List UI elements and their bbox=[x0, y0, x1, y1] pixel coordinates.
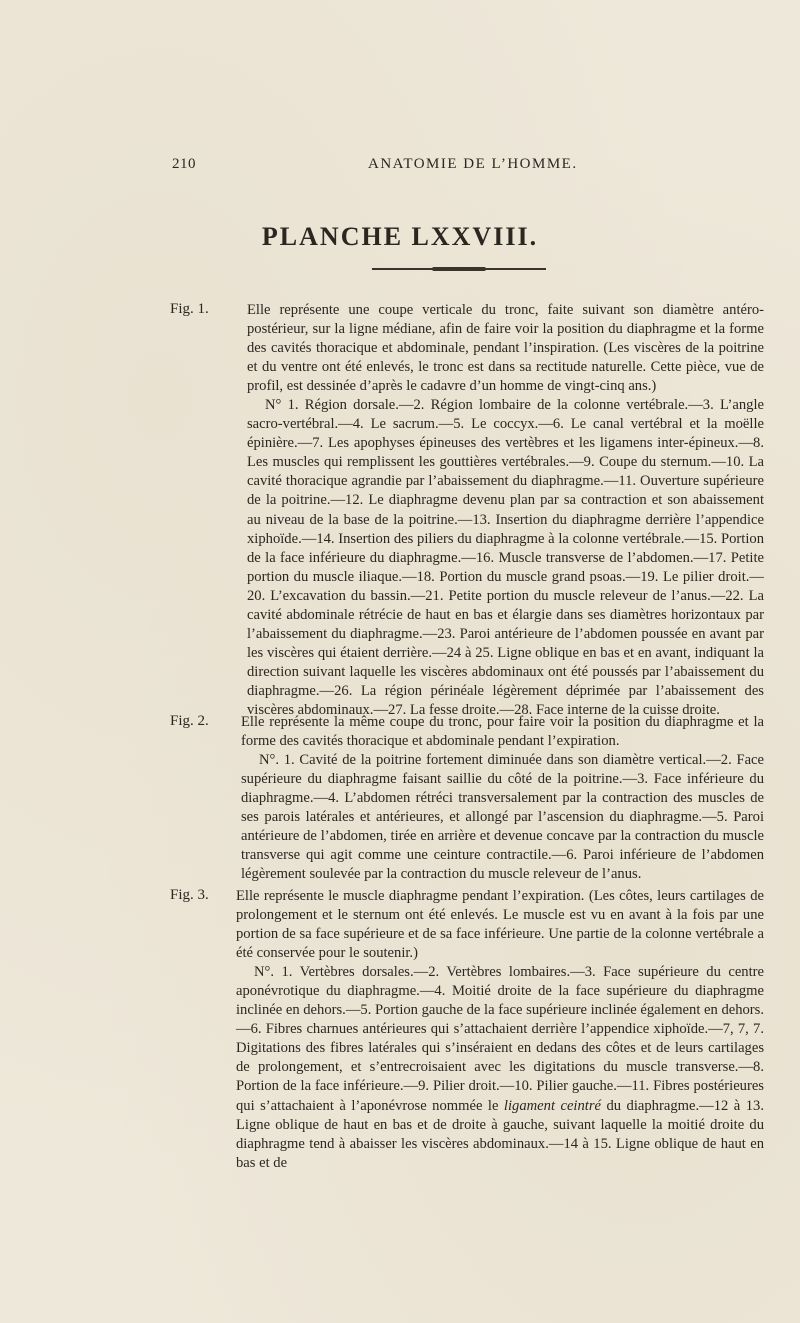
figure-3-text bbox=[236, 887, 764, 1173]
legend-italic-term: ligament ceintré bbox=[503, 1097, 601, 1114]
figure-1-text bbox=[247, 301, 764, 720]
legend-text-continued: du diaphragme.—12 à 13. Ligne oblique de haut en bas et de droite à gauche, suivant laquelle la moitié droite du diaphragme tend à abaisser les viscères abdominaux.—14 à 15. Ligne oblique de haut en bas et de bbox=[236, 1097, 764, 1171]
figure-label: Fig. 2. bbox=[170, 713, 209, 729]
figure-description: Elle représente une coupe verticale du tronc, faite suivant son diamètre antéro-postérieur, sur la ligne médiane, afin de faire voir la position du diaphragme et la forme des cavités thoracique et abdominale, pendant l’inspiration. (Les viscères de la poitrine et du ventre ont été enlevés, le tronc est dans sa rectitude naturelle. Cette pièce, vue de profil, est dessinée d’après le cadavre d’un homme de vingt-cinq ans.) bbox=[247, 302, 764, 395]
plate-title: PLANCHE LXXVIII. bbox=[261, 222, 539, 251]
figure-legend: N°. 1. Cavité de la poitrine fortement diminuée dans son diamètre vertical.—2. Face supérieure du diaphragme faisant saillie du côté de la poitrine.—3. Face inférieure du diaphragme.—4. L’abdomen rétréci transversalement par la contraction des muscles de ses parois latérales et antérieures, et allongé par l’ascension du diaphragme.—5. Paroi antérieure de l’abdomen, tirée en arrière et devenue concave par la contraction du muscle transverse qui agit comme une ceinture contractile.—6. Paroi inférieure de l’abdomen légèrement soulevée par la contraction du muscle releveur de l’anus. bbox=[241, 752, 764, 883]
running-title: ANATOMIE DE L’HOMME. bbox=[368, 156, 578, 172]
figure-description: Elle représente le muscle diaphragme pendant l’expiration. (Les côtes, leurs cartilages de prolongement et le sternum ont été enlevés. Le muscle est vu en avant à la fois par une portion de sa face supérieure et de sa face inférieure. Une partie de la colonne vertébrale a été conservée pour le soutenir.) bbox=[236, 888, 764, 962]
figure-legend bbox=[236, 963, 764, 1173]
page-number: 210 bbox=[172, 156, 196, 172]
ornamental-rule bbox=[372, 268, 546, 270]
figure-label: Fig. 3. bbox=[170, 887, 209, 903]
figure-description: Elle représente la même coupe du tronc, pour faire voir la position du diaphragme et la forme des cavités thoracique et abdominale pendant l’expiration. bbox=[241, 714, 764, 750]
figure-label: Fig. 1. bbox=[170, 301, 209, 317]
figure-2-text bbox=[241, 713, 764, 884]
figure-legend: N° 1. Région dorsale.—2. Région lombaire de la colonne vertébrale.—3. L’angle sacro-vertébral.—4. Le sacrum.—5. Le coccyx.—6. Le canal vertébral et la moëlle épinière.—7. Les apophyses épineuses des vertèbres et les ligamens inter-épineux.—8. Les muscles qui remplissent les gouttières vertébrales.—9. Coupe du sternum.—10. La cavité thoracique agrandie par l’abaissement du diaphragme.—11. Ouverture supérieure de la poitrine.—12. Le diaphragme devenu plan par sa contraction et son abaissement au niveau de la base de la poitrine.—13. Insertion du diaphragme derrière l’appendice xiphoïde.—14. Insertion des piliers du diaphragme à la colonne vertébrale.—15. Portion de la face inférieure du diaphragme.—16. Muscle transverse de l’abdomen.—17. Petite portion du muscle iliaque.—18. Portion du muscle grand psoas.—19. Le pilier droit.—20. L’excavation du bassin.—21. Petite portion du muscle releveur de l’anus.—22. La cavité abdominale rétrécie de haut en bas et élargie dans ses diamètres horizontaux par l’abaissement du diaphragme.—23. Paroi antérieure de l’abdomen poussée en avant par les viscères qui étaient derrière.—24 à 25. Ligne oblique en bas et en avant, indiquant la direction suivant laquelle les viscères abdominaux ont été poussés par l’abaissement du diaphragme.—26. La région périnéale légèrement déprimée par l’abaissement des viscères abdominaux.—27. La fesse droite.—28. Face interne de la cuisse droite. bbox=[247, 397, 764, 718]
legend-text: N°. 1. Vertèbres dorsales.—2. Vertèbres lombaires.—3. Face supérieure du centre aponévrotique du diaphragme.—4. Moitié droite de la face supérieure du diaphragme inclinée en dehors.—5. Portion gauche de la face supérieure inclinée également en dehors.—6. Fibres charnues antérieures qui s’attachaient derrière l’appendice xiphoïde.—7, 7, 7. Digitations des fibres latérales qui s’inséraient en dedans des côtes et de leurs cartilages de prolongement, et s’entrecroisaient avec les digitations du muscle transverse.—8. Portion de la face inférieure.—9. Pilier droit.—10. Pilier gauche.—11. Fibres postérieures qui s’attachaient à l’aponévrose nommée le bbox=[236, 964, 764, 1114]
